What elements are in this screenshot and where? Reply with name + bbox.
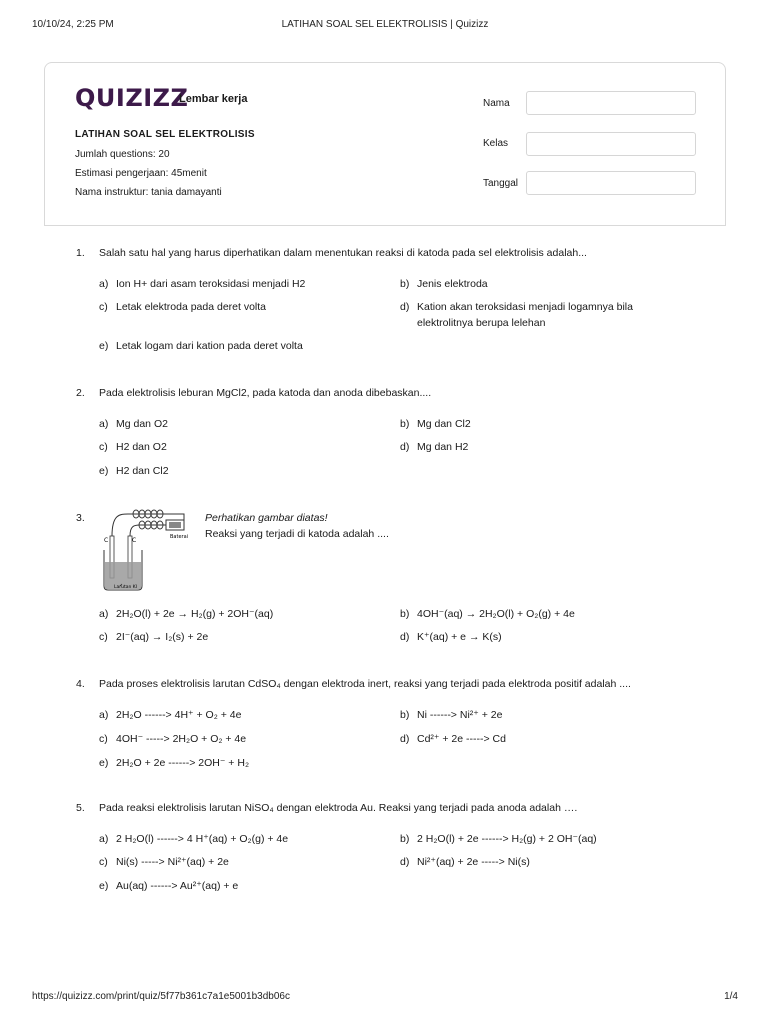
worksheet-header-card bbox=[44, 62, 726, 226]
print-header bbox=[32, 19, 738, 33]
question-text: Pada proses elektrolisis larutan CdSO₄ dengan elektroda inert, reaksi yang terjadi pada elektroda positif adalah .... bbox=[99, 678, 631, 690]
print-url: https://quizizz.com/print/quiz/5f77b361c7a1e5001b3db06c bbox=[32, 991, 290, 1002]
print-page-title: LATIHAN SOAL SEL ELEKTROLISIS | Quizizz bbox=[281, 19, 489, 30]
quizizz-logo: QUIZIZZ bbox=[75, 84, 189, 112]
print-footer bbox=[32, 991, 738, 1005]
worksheet-tag: Lembar kerja bbox=[179, 93, 248, 105]
name-field[interactable] bbox=[526, 91, 696, 115]
question-number: 4. bbox=[76, 678, 85, 690]
quiz-title: LATIHAN SOAL SEL ELEKTROLISIS bbox=[75, 129, 255, 140]
question-number: 3. bbox=[76, 512, 85, 524]
estimated-duration: Estimasi pengerjaan: 45menit bbox=[75, 168, 207, 179]
question-text: Pada elektrolisis leburan MgCl2, pada katoda dan anoda dibebaskan.... bbox=[99, 387, 432, 399]
question-number: 1. bbox=[76, 247, 85, 259]
print-page-number: 1/4 bbox=[724, 991, 738, 1002]
print-datetime: 10/10/24, 2:25 PM bbox=[32, 19, 114, 30]
question-text: Pada reaksi elektrolisis larutan NiSO₄ dengan elektroda Au. Reaksi yang terjadi pada anoda adalah …. bbox=[99, 802, 578, 814]
class-label: Kelas bbox=[483, 138, 509, 149]
question-count: Jumlah questions: 20 bbox=[75, 149, 170, 160]
question-3-text: Reaksi yang terjadi di katoda adalah .... bbox=[205, 528, 389, 540]
header-divider bbox=[44, 225, 726, 226]
solution-label: Larutan KI bbox=[114, 585, 138, 590]
name-label: Nama bbox=[483, 98, 510, 109]
date-field[interactable] bbox=[526, 171, 696, 195]
question-3-instruction: Perhatikan gambar diatas! bbox=[205, 512, 328, 524]
question-number: 5. bbox=[76, 802, 85, 814]
date-label: Tanggal bbox=[483, 178, 519, 189]
question-text: Salah satu hal yang harus diperhatikan dalam menentukan reaksi di katoda pada sel elektrolisis adalah... bbox=[99, 247, 587, 259]
question-number: 2. bbox=[76, 387, 85, 399]
left-electrode-label: C bbox=[104, 537, 109, 544]
right-electrode-label: C bbox=[132, 537, 137, 544]
instructor-name: Nama instruktur: tania damayanti bbox=[75, 187, 222, 198]
electrolysis-cell-diagram bbox=[100, 506, 196, 592]
class-field[interactable] bbox=[526, 132, 696, 156]
battery-label: Baterai bbox=[170, 534, 189, 540]
